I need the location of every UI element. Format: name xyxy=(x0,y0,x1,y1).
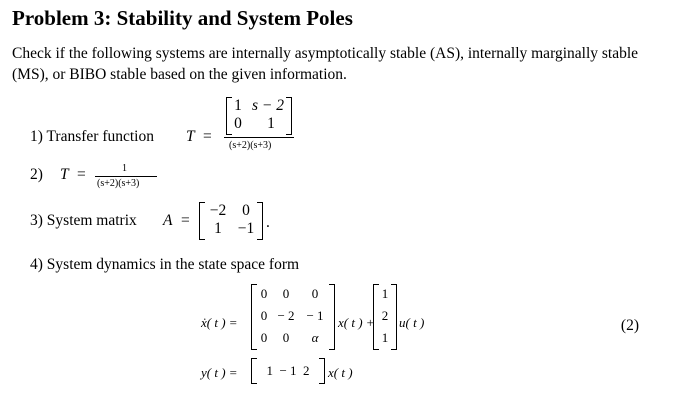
item-2-denominator: (s+2)(s+3) xyxy=(97,178,140,189)
matrix-cell: α xyxy=(311,330,319,345)
u-term: u( t ) xyxy=(399,315,425,330)
matrix-cell: 0 xyxy=(260,286,268,301)
matrix-cell: 0 xyxy=(234,115,242,132)
matrix-cell: 2 xyxy=(381,308,389,323)
item-3-equals: = xyxy=(181,212,190,229)
item-4-label: 4) System dynamics in the state space form xyxy=(30,256,300,273)
item-3-matrix xyxy=(199,202,263,240)
problem-intro: Check if the following systems are internally asymptotically stable (AS), internally marginally stable (MS), or BIBO stable based on the given information. xyxy=(12,45,639,83)
state-matrix-A xyxy=(251,284,335,350)
item-1-equals: = xyxy=(203,128,212,145)
matrix-cell: 1 xyxy=(267,115,275,132)
item-3-symbol: A xyxy=(163,212,173,229)
item-2-equals: = xyxy=(77,166,86,183)
y-lhs: y( t ) = xyxy=(201,365,238,380)
x-term: x( t ) + xyxy=(338,315,375,330)
matrix-cell: 0 xyxy=(260,330,268,345)
matrix-cell: 0 xyxy=(282,286,290,301)
item-2-numerator: 1 xyxy=(122,163,127,174)
matrix-cell: 1 xyxy=(381,330,389,345)
item-1-label: 1) Transfer function xyxy=(30,128,154,145)
matrix-cell: 0 xyxy=(311,286,319,301)
matrix-cell: s − 2 xyxy=(252,97,284,114)
matrix-cell: 1 xyxy=(234,97,242,114)
matrix-cell: 1 xyxy=(214,220,222,237)
item-2-symbol: T xyxy=(60,166,69,183)
output-matrix-C xyxy=(251,358,325,384)
matrix-row: 1 − 1 2 xyxy=(266,363,310,378)
matrix-cell: 0 xyxy=(260,308,268,323)
matrix-cell: − 1 xyxy=(306,308,324,323)
fraction-bar xyxy=(95,176,157,177)
problem-title: Problem 3: Stability and System Poles xyxy=(12,6,353,30)
matrix-cell: 0 xyxy=(242,202,250,219)
equation-number: (2) xyxy=(620,317,639,334)
matrix-cell: 1 xyxy=(381,286,389,301)
item-2-label: 2) xyxy=(30,166,43,183)
xdot-lhs: ẋ( t ) = xyxy=(201,315,238,330)
item-1-numerator-matrix xyxy=(226,97,292,135)
matrix-cell: 0 xyxy=(282,330,290,345)
matrix-cell: −2 xyxy=(209,202,227,219)
item-3-label: 3) System matrix xyxy=(30,212,137,229)
matrix-cell: − 2 xyxy=(277,308,295,323)
item-3-period: . xyxy=(266,214,270,231)
fraction-bar xyxy=(224,137,294,138)
input-matrix-B xyxy=(373,284,397,350)
x-term-output: x( t ) xyxy=(328,365,353,380)
item-1-symbol: T xyxy=(186,128,195,145)
item-1-denominator: (s+2)(s+3) xyxy=(229,140,272,151)
matrix-cell: −1 xyxy=(237,220,255,237)
